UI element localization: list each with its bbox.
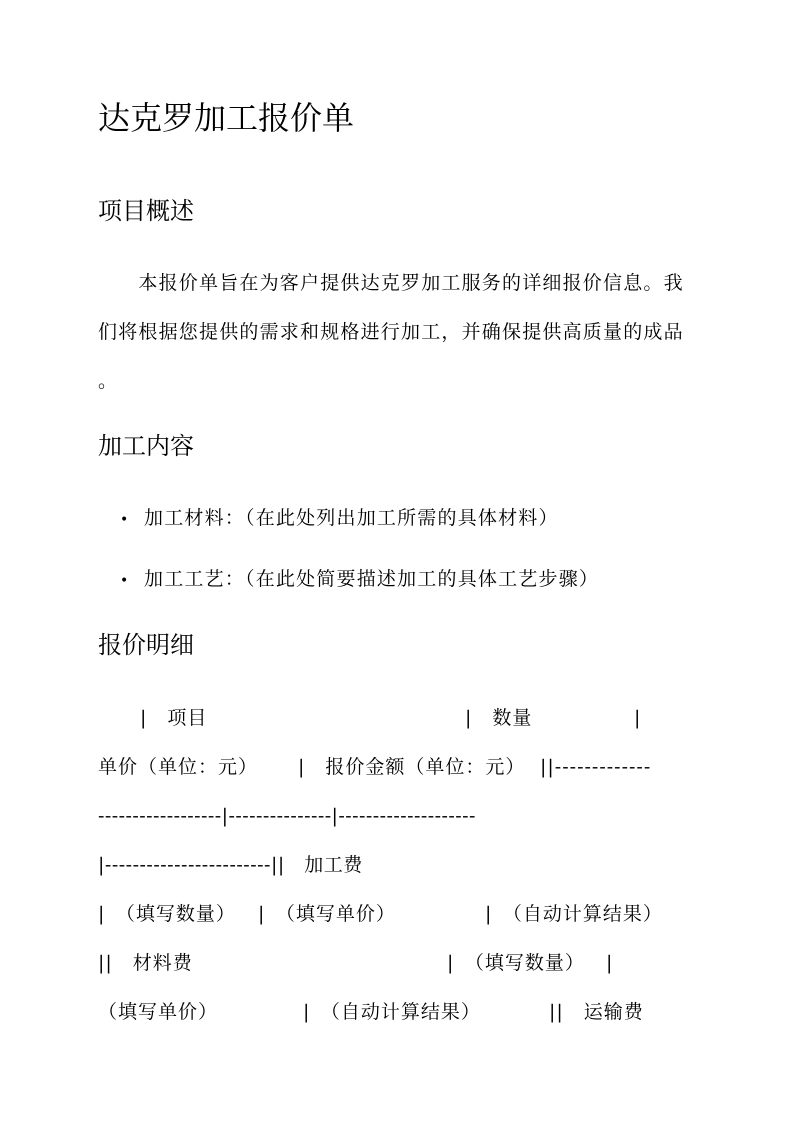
section-heading-content: 加工内容 — [98, 432, 194, 460]
quote-fragment: 单价（单位：元） — [98, 756, 259, 778]
quote-fragment: | （填写数量） — [447, 952, 585, 974]
content-list-item: 加工材料：（在此处列出加工所需的具体材料） — [144, 507, 559, 529]
quote-fragment: | 项目 — [140, 707, 208, 729]
quote-fragment: | （自动计算结果） — [303, 1001, 481, 1023]
quote-fragment: | （自动计算结果） — [485, 903, 663, 925]
quote-fragment: （填写单价） — [98, 1001, 219, 1023]
quote-fragment: | — [606, 952, 614, 974]
overview-paragraph-line: 们将根据您提供的需求和规格进行加工，并确保提供高质量的成品 — [98, 321, 684, 343]
quote-fragment: | （填写单价） — [258, 903, 396, 925]
section-heading-overview: 项目概述 — [98, 197, 194, 225]
quote-fragment: |------------------------|| 加工费 — [98, 854, 363, 876]
section-heading-quote: 报价明细 — [98, 631, 194, 659]
quote-fragment: || 运输费 — [549, 1001, 644, 1023]
quote-fragment: | 报价金额（单位：元） — [298, 756, 526, 778]
quote-fragment: || 材料费 — [98, 952, 193, 974]
bullet-marker: • — [120, 512, 129, 528]
quote-fragment: ||------------- — [540, 756, 652, 778]
quote-fragment: ------------------|---------------|-------------------- — [98, 805, 476, 827]
quote-fragment: | 数量 — [465, 707, 533, 729]
overview-paragraph-line: 。 — [98, 370, 119, 392]
content-list-item: 加工工艺：（在此处简要描述加工的具体工艺步骤） — [144, 568, 600, 590]
quote-fragment: | — [634, 707, 642, 729]
bullet-marker: • — [120, 573, 129, 589]
document-title: 达克罗加工报价单 — [98, 99, 355, 137]
quote-fragment: | （填写数量） — [98, 903, 236, 925]
overview-paragraph-line: 本报价单旨在为客户提供达克罗加工服务的详细报价信息。我 — [98, 272, 684, 294]
